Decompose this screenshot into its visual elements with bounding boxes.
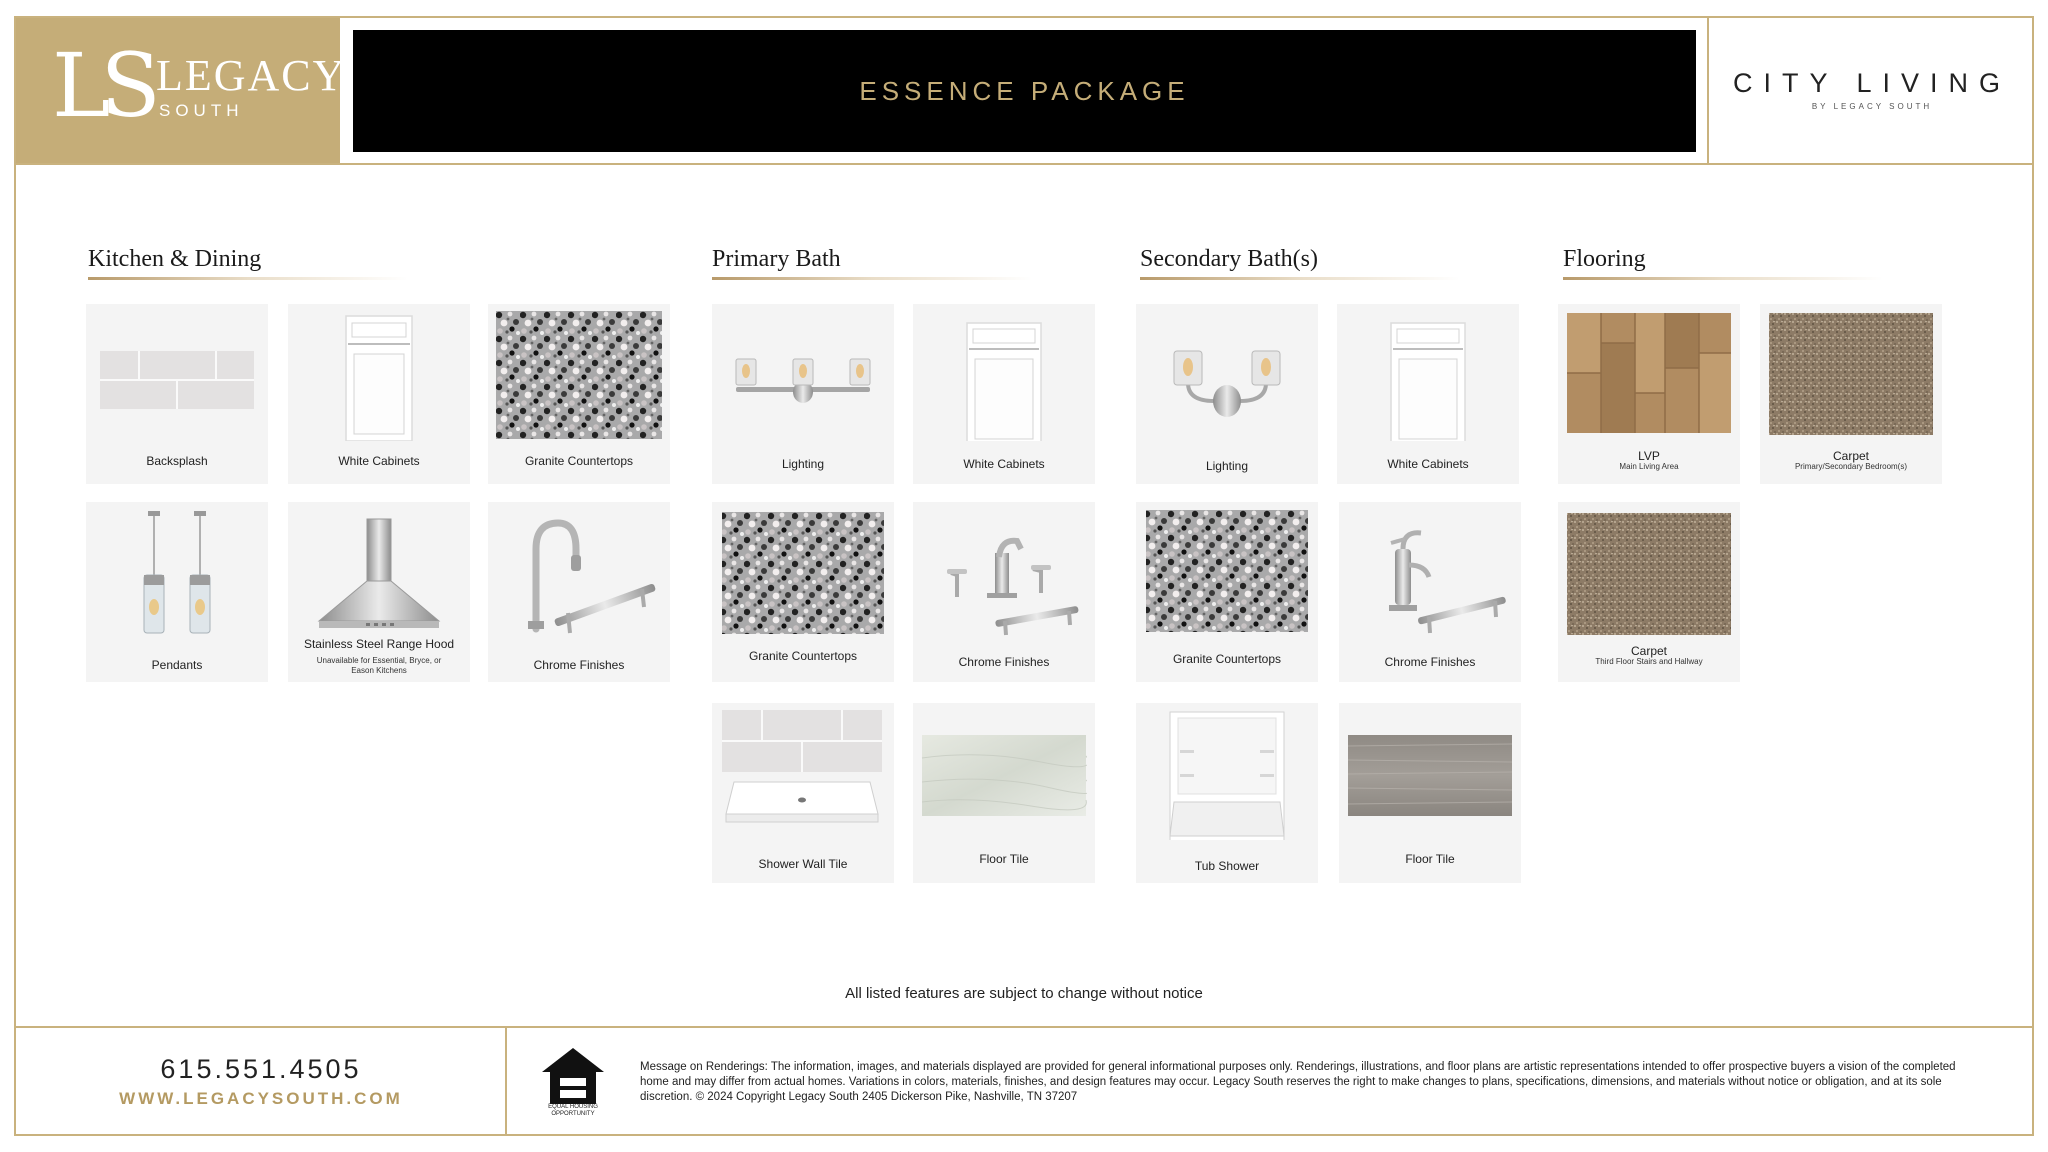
section-rule [712,277,1032,280]
feature-card-shower-wall-tile [712,703,894,883]
feature-card-chrome-finishes [913,502,1095,682]
package-title-bar [353,30,1696,152]
feature-card-carpet-bedrooms [1760,304,1942,484]
white-cabinet-icon [296,311,462,441]
change-notice: All listed features are subject to change without notice [845,985,1203,1002]
feature-card-granite-countertops [712,502,894,682]
feature-card-floor-tile [1339,703,1521,883]
section-rule [88,277,408,280]
feature-card-chrome-finishes [1339,502,1521,682]
granite-swatch-icon [1144,510,1310,634]
feature-card-tub-shower [1136,703,1318,883]
feature-label: Granite Countertops [524,454,634,468]
header-separator [1707,18,1709,163]
white-cabinet-icon [1345,311,1511,441]
footer-separator [505,1028,507,1134]
city-living-sub: BY LEGACY SOUTH [1811,102,1933,111]
feature-label: LVP [1638,449,1660,463]
feature-label: Lighting [781,457,825,471]
carpet-swatch-icon [1566,513,1732,637]
feature-card-granite-countertops [1136,502,1318,682]
feature-label: White Cabinets [963,457,1045,471]
feature-label: Floor Tile [979,852,1029,866]
feature-card-range-hood [288,502,470,682]
feature-label: Carpet [1832,449,1870,463]
pendant-lights-icon [94,509,260,639]
package-title: ESSENCE PACKAGE [859,75,1190,106]
white-cabinet-icon [921,311,1087,441]
logo-sub: SOUTH [159,101,244,120]
logo-name: LEGACY [156,51,347,100]
feature-label: White Cabinets [1387,457,1469,471]
subway-tile-icon [94,311,260,441]
feature-card-white-cabinets [288,304,470,484]
section-title-kitchen: Kitchen & Dining [88,246,262,272]
feature-note: Primary/Secondary Bedroom(s) [1794,462,1908,471]
kitchen-faucet-icon [496,509,662,639]
feature-card-lighting [1136,304,1318,484]
feature-label: Carpet [1630,644,1668,658]
section-title-flooring: Flooring [1563,246,1646,272]
legacy-south-logo [16,18,347,163]
feature-label: Shower Wall Tile [758,857,848,871]
feature-label: Granite Countertops [1172,652,1282,666]
gray-floor-tile-icon [1347,710,1513,840]
feature-card-granite-countertops [488,304,670,484]
feature-card-lvp [1558,304,1740,484]
section-rule [1563,277,1883,280]
range-hood-icon [296,509,462,639]
vanity-light-2-icon [1144,311,1310,441]
granite-swatch-icon [496,311,662,441]
feature-label: White Cabinets [338,454,420,468]
feature-label: Pendants [151,658,203,672]
single-faucet-icon [1347,509,1513,639]
legal-disclaimer: Message on Renderings: The information, images, and materials displayed are provided for general informational purposes only. Renderings, illustrations, and floor plans are artistic representations intended to offer prospective buyers a vision of the completed home and may differ from actual homes. Variations in colors, materials, finishes, and design features may occur. Legacy South reserves the right to make changes to plans, specifications, dimensions, and materials without notice or obligation, and at its sole discretion. © 2024 Copyright Legacy South 2405 Dickerson Pike, Nashville, TN 37207 [640,1061,1956,1103]
feature-card-lighting [712,304,894,484]
feature-label: Lighting [1205,459,1249,473]
phone-number[interactable]: 615.551.4505 [160,1054,362,1084]
website-link[interactable]: WWW.LEGACYSOUTH.COM [119,1089,403,1108]
feature-card-white-cabinets [1337,304,1519,484]
feature-label: Tub Shower [1194,859,1260,873]
tub-shower-icon [1144,710,1310,840]
header-divider [14,163,2034,165]
equal-housing-label: EQUAL HOUSING OPPORTUNITY [548,1104,598,1117]
feature-card-floor-tile [913,703,1095,883]
feature-card-white-cabinets [913,304,1095,484]
footer-divider [14,1026,2034,1028]
feature-label: Stainless Steel Range Hood [303,637,455,651]
feature-label: Chrome Finishes [1384,655,1476,669]
logo-monogram: LS [52,34,151,137]
feature-note: Main Living Area [1619,462,1679,471]
feature-card-pendants [86,502,268,682]
shower-tile-icon [720,710,886,840]
feature-label: Chrome Finishes [958,655,1050,669]
section-title-secondary-bath: Secondary Bath(s) [1140,246,1318,272]
section-title-primary-bath: Primary Bath [712,246,841,272]
granite-swatch-icon [720,512,886,636]
feature-label: Granite Countertops [748,649,858,663]
feature-card-chrome-finishes [488,502,670,682]
wood-plank-icon [1566,313,1732,437]
feature-note: Third Floor Stairs and Hallway [1595,657,1703,666]
carpet-swatch-icon [1768,313,1934,437]
feature-label: Floor Tile [1405,852,1455,866]
light-floor-tile-icon [921,710,1087,840]
feature-label: Backsplash [146,454,208,468]
city-living-logo: CITY LIVING [1732,68,2012,98]
feature-card-carpet-stairs [1558,502,1740,682]
feature-note: Unavailable for Essential, Bryce, or Eason Kitchens [316,656,442,675]
vanity-light-3-icon [720,311,886,441]
bath-faucet-icon [921,509,1087,639]
feature-card-backsplash [86,304,268,484]
feature-label: Chrome Finishes [533,658,625,672]
section-rule [1140,277,1460,280]
